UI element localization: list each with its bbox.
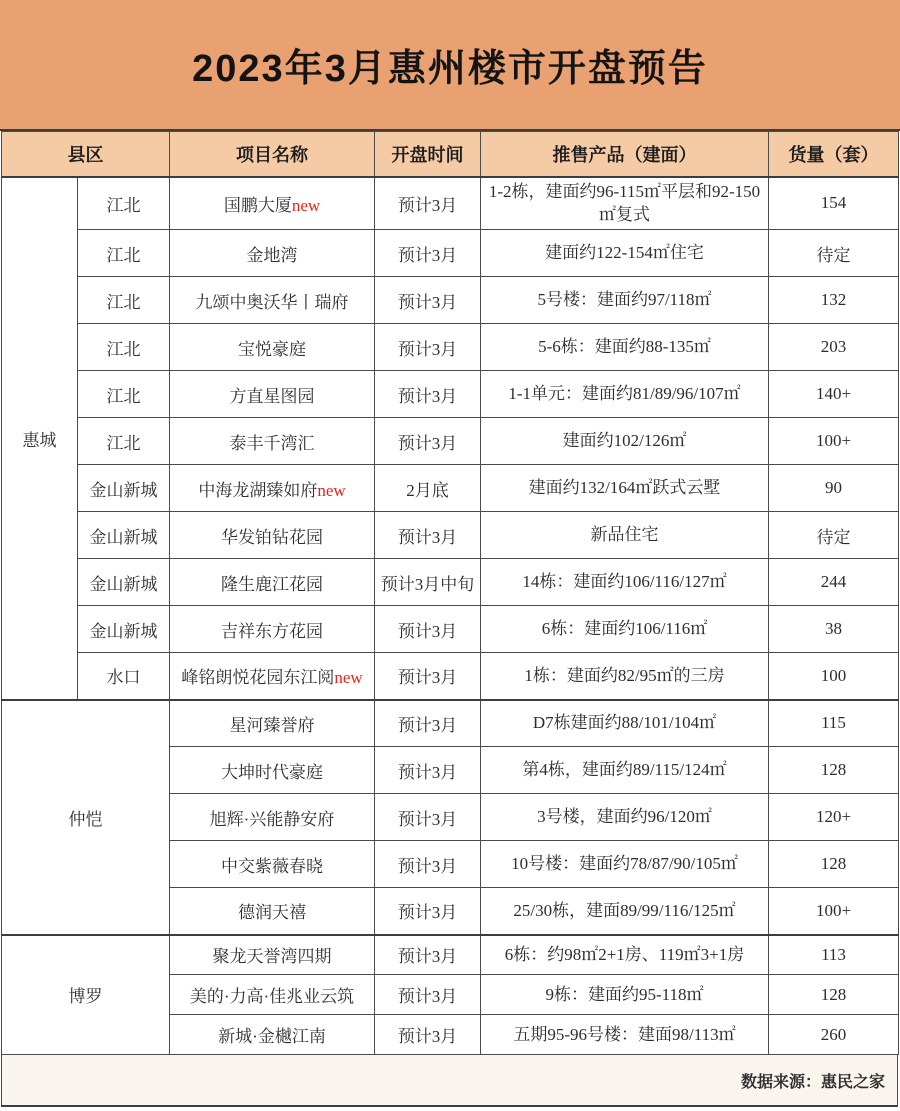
table-row (2, 700, 899, 747)
units-cell: 90 (769, 465, 899, 512)
product-cell: 第4栋，建面约89/115/124㎡ (481, 747, 769, 794)
new-badge: new (317, 480, 346, 500)
openings-table (1, 131, 899, 1055)
project-name-cell (170, 700, 375, 747)
opening-time-cell: 预计3月 (375, 747, 481, 794)
units-cell: 113 (769, 935, 899, 975)
product-cell: 6栋：约98㎡2+1房、119㎡3+1房 (481, 935, 769, 975)
units-cell: 100+ (769, 888, 899, 935)
district-cell: 博罗 (2, 935, 170, 1055)
col-header-district: 县区 (2, 132, 170, 177)
product-cell: 9栋：建面约95-118㎡ (481, 975, 769, 1015)
opening-time-cell: 预计3月 (375, 177, 481, 230)
opening-time-cell: 预计3月 (375, 512, 481, 559)
new-badge: new (291, 195, 321, 215)
product-cell: 新品住宅 (481, 512, 769, 559)
units-cell: 100 (769, 653, 899, 700)
units-cell: 待定 (769, 512, 899, 559)
product-cell: 10号楼：建面约78/87/90/105㎡ (481, 841, 769, 888)
project-name-cell (170, 935, 375, 975)
product-cell: 5号楼：建面约97/118㎡ (481, 277, 769, 324)
new-badge: new (334, 668, 363, 688)
units-cell: 100+ (769, 418, 899, 465)
project-name-cell (170, 465, 375, 512)
title-band (0, 0, 900, 131)
table-row (2, 324, 899, 371)
project-name: 聚龙天誉湾四期 (212, 947, 332, 967)
opening-time-cell: 预计3月 (375, 888, 481, 935)
project-name-cell (170, 606, 375, 653)
table-header-row (2, 132, 899, 177)
project-name: 星河臻誉府 (229, 715, 315, 735)
units-cell: 244 (769, 559, 899, 606)
table-row (2, 277, 899, 324)
project-name: 宝悦豪庭 (238, 339, 306, 359)
table-row (2, 371, 899, 418)
opening-time-cell: 预计3月 (375, 1015, 481, 1055)
project-name-cell (170, 277, 375, 324)
product-cell: 1-2栋，建面约96-115㎡平层和92-150㎡复式 (481, 177, 769, 230)
project-name: 华发铂钻花园 (221, 527, 323, 547)
col-header-units: 货量（套） (769, 132, 899, 177)
project-name: 九颂中奥沃华丨瑞府 (195, 292, 349, 312)
area-cell: 江北 (78, 177, 170, 230)
project-name-cell (170, 371, 375, 418)
area-cell: 金山新城 (78, 606, 170, 653)
opening-time-cell: 2月底 (375, 465, 481, 512)
project-name-cell (170, 747, 375, 794)
units-cell: 115 (769, 700, 899, 747)
product-cell: 建面约132/164㎡跃式云墅 (481, 465, 769, 512)
project-name: 隆生鹿江花园 (221, 574, 323, 594)
area-cell: 金山新城 (78, 512, 170, 559)
area-cell: 江北 (78, 277, 170, 324)
product-cell: 6栋：建面约106/116㎡ (481, 606, 769, 653)
opening-time-cell: 预计3月 (375, 277, 481, 324)
units-cell: 120+ (769, 794, 899, 841)
project-name-cell (170, 230, 375, 277)
project-name-cell (170, 418, 375, 465)
product-cell: D7栋建面约88/101/104㎡ (481, 700, 769, 747)
project-name: 德润天禧 (238, 903, 306, 923)
opening-time-cell: 预计3月 (375, 794, 481, 841)
product-cell: 五期95-96号楼：建面98/113㎡ (481, 1015, 769, 1055)
units-cell: 128 (769, 841, 899, 888)
opening-time-cell: 预计3月 (375, 606, 481, 653)
table-row (2, 653, 899, 700)
project-name: 中海龙湖臻如府 (198, 480, 318, 500)
project-name-cell (170, 324, 375, 371)
project-name: 峰铭朗悦花园东江阅 (181, 668, 335, 688)
opening-time-cell: 预计3月 (375, 418, 481, 465)
col-header-product: 推售产品（建面） (481, 132, 769, 177)
opening-time-cell: 预计3月 (375, 700, 481, 747)
product-cell: 3号楼，建面约96/120㎡ (481, 794, 769, 841)
opening-time-cell: 预计3月 (375, 975, 481, 1015)
page-title: 2023年3月惠州楼市开盘预告 (192, 48, 708, 90)
table-row (2, 177, 899, 230)
source-bar (1, 1055, 898, 1107)
area-cell: 水口 (78, 653, 170, 700)
opening-time-cell: 预计3月 (375, 935, 481, 975)
opening-time-cell: 预计3月中旬 (375, 559, 481, 606)
product-cell: 1-1单元：建面约81/89/96/107㎡ (481, 371, 769, 418)
table-row (2, 606, 899, 653)
units-cell: 128 (769, 975, 899, 1015)
units-cell: 132 (769, 277, 899, 324)
opening-time-cell: 预计3月 (375, 841, 481, 888)
opening-time-cell: 预计3月 (375, 230, 481, 277)
project-name-cell (170, 559, 375, 606)
product-cell: 建面约122-154㎡住宅 (481, 230, 769, 277)
project-name-cell (170, 841, 375, 888)
project-name: 金地湾 (246, 245, 298, 265)
opening-time-cell: 预计3月 (375, 653, 481, 700)
units-cell: 38 (769, 606, 899, 653)
table-row (2, 230, 899, 277)
product-cell: 1栋：建面约82/95㎡的三房 (481, 653, 769, 700)
project-name: 国鹏大厦 (223, 195, 292, 215)
project-name: 泰丰千湾汇 (229, 433, 315, 453)
project-name: 吉祥东方花园 (221, 621, 323, 641)
project-name-cell (170, 512, 375, 559)
project-name-cell (170, 975, 375, 1015)
project-name: 方直星图园 (229, 386, 315, 406)
area-cell: 江北 (78, 371, 170, 418)
area-cell: 金山新城 (78, 465, 170, 512)
opening-time-cell: 预计3月 (375, 371, 481, 418)
col-header-opening-time: 开盘时间 (375, 132, 481, 177)
product-cell: 建面约102/126㎡ (481, 418, 769, 465)
opening-time-cell: 预计3月 (375, 324, 481, 371)
data-source-label: 数据来源：惠民之家 (740, 1073, 885, 1091)
area-cell: 金山新城 (78, 559, 170, 606)
units-cell: 待定 (769, 230, 899, 277)
project-name-cell (170, 1015, 375, 1055)
project-name-cell (170, 888, 375, 935)
units-cell: 203 (769, 324, 899, 371)
project-name: 新城·金樾江南 (218, 1027, 326, 1047)
product-cell: 5-6栋：建面约88-135㎡ (481, 324, 769, 371)
project-name-cell (170, 653, 375, 700)
area-cell: 江北 (78, 230, 170, 277)
project-name-cell (170, 177, 375, 230)
area-cell: 江北 (78, 418, 170, 465)
project-name: 大坤时代豪庭 (221, 762, 323, 782)
units-cell: 128 (769, 747, 899, 794)
col-header-project: 项目名称 (170, 132, 375, 177)
table-row (2, 559, 899, 606)
table-row (2, 512, 899, 559)
units-cell: 154 (769, 177, 899, 230)
product-cell: 14栋：建面约106/116/127㎡ (481, 559, 769, 606)
project-name-cell (170, 794, 375, 841)
units-cell: 140+ (769, 371, 899, 418)
table-row (2, 465, 899, 512)
district-cell: 惠城 (2, 177, 78, 700)
project-name: 旭辉·兴能静安府 (209, 809, 335, 829)
district-cell: 仲恺 (2, 700, 170, 935)
project-name: 中交紫薇春晓 (221, 856, 323, 876)
area-cell: 江北 (78, 324, 170, 371)
units-cell: 260 (769, 1015, 899, 1055)
project-name: 美的·力高·佳兆业云筑 (189, 987, 355, 1007)
table-row (2, 418, 899, 465)
product-cell: 25/30栋，建面89/99/116/125㎡ (481, 888, 769, 935)
table-row (2, 935, 899, 975)
